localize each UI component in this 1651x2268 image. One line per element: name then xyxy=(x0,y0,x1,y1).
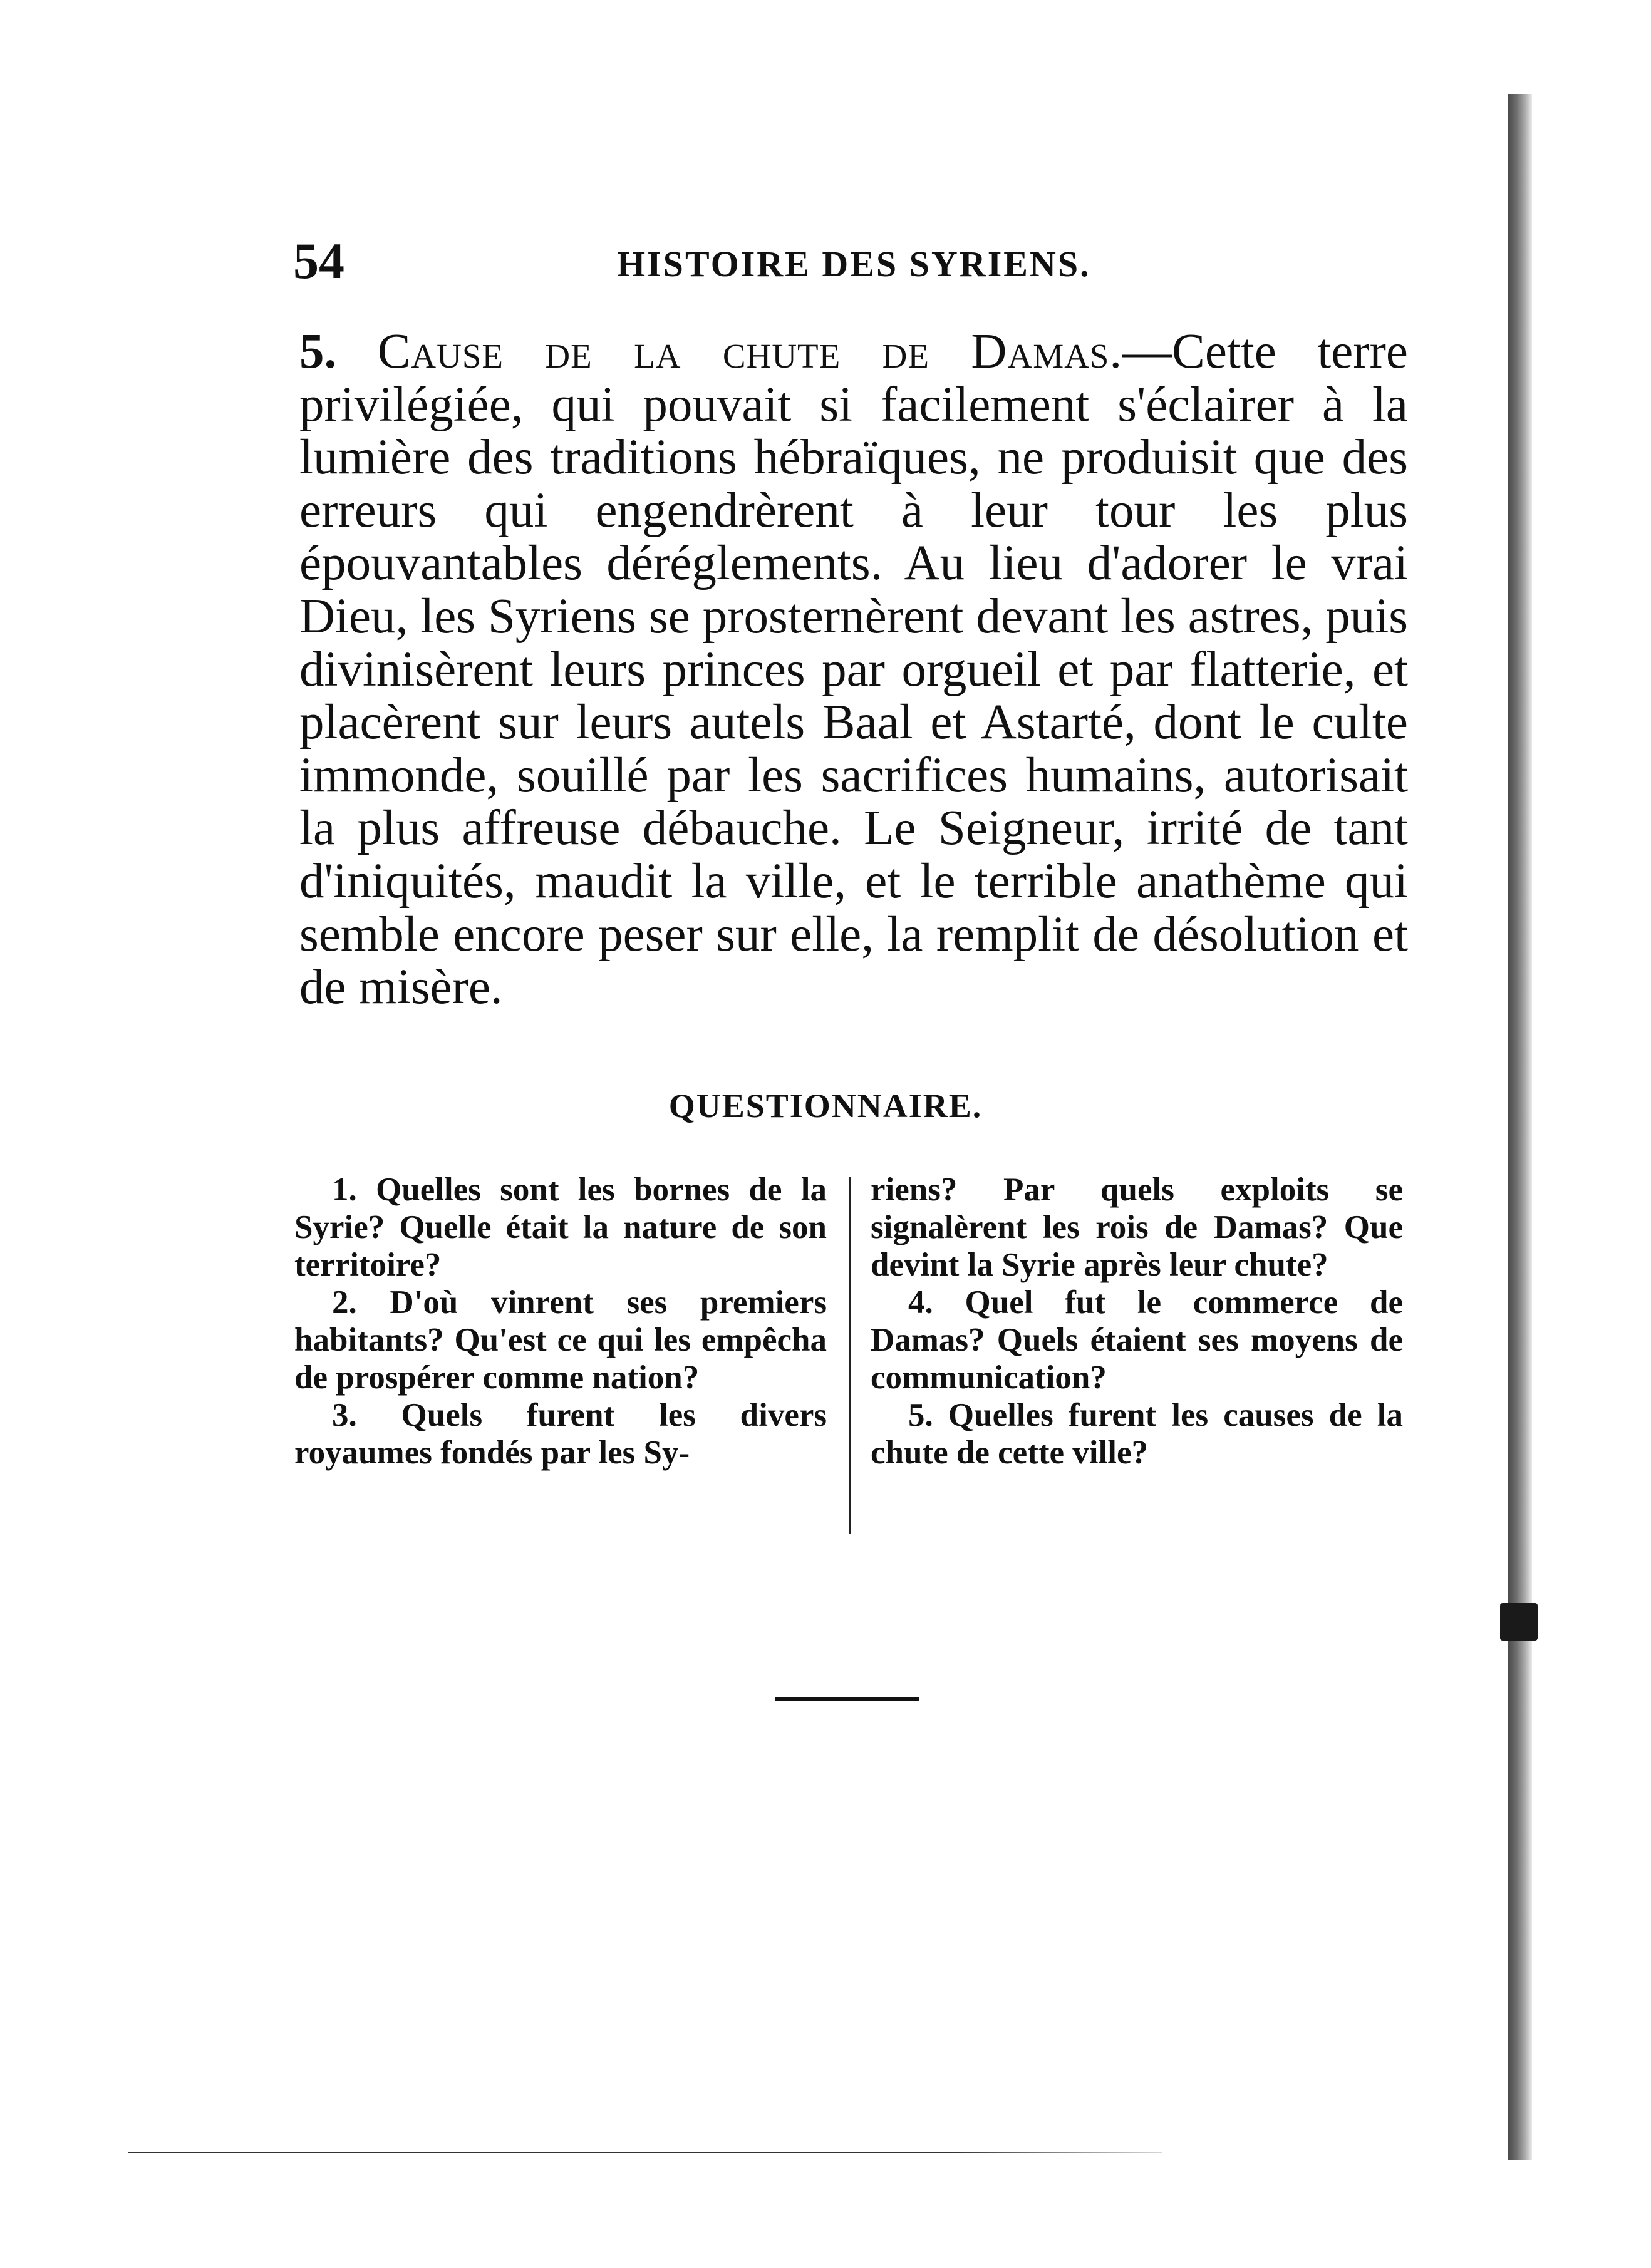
section-number: 5. xyxy=(299,324,337,379)
questionnaire-right-column xyxy=(871,1171,1403,1472)
section-body: Cette terre privilégiée, qui pouvait si facilement s'éclairer à la lumière des traditions hébraïques, ne produisit que des erreurs qui engendrèrent à leur tour les plus épouvantables déréglements. Au lieu d'adorer le vrai Dieu, les Syriens se prosternèrent devant les astres, puis divinisèrent leurs princes par orgueil et par flatterie, et placèrent sur leurs autels Baal et Astarté, dont le culte immonde, souillé par les sacrifices humains, autorisait la plus affreuse débauche. Le Seigneur, irrité de tant d'iniquités, maudit la ville, et le terrible anathème qui semble encore peser sur elle, la remplit de désolution et de misère. xyxy=(299,324,1408,1015)
question-5: 5. Quelles furent les causes de la chute de cette ville? xyxy=(871,1397,1403,1471)
end-rule xyxy=(775,1697,919,1701)
section-dash: — xyxy=(1122,324,1172,379)
questionnaire-heading: QUESTIONNAIRE. xyxy=(668,1087,983,1125)
question-2: 2. D'où vinrent ses premiers habitants? Qu'est ce qui les empêcha de prospérer comme nation? xyxy=(294,1284,827,1396)
book-spine-shadow xyxy=(1508,94,1532,2160)
questionnaire-left-column xyxy=(294,1171,827,1472)
question-3-start: 3. Quels furent les divers royaumes fondés par les Sy- xyxy=(294,1397,827,1471)
running-title: HISTOIRE DES SYRIENS. xyxy=(617,244,1091,284)
question-4: 4. Quel fut le commerce de Damas? Quels étaient ses moyens de communication? xyxy=(871,1284,1403,1396)
question-1: 1. Quelles sont les bornes de la Syrie? Quelle était la nature de son territoire? xyxy=(294,1172,827,1283)
bottom-rule xyxy=(128,2152,1162,2153)
page-header xyxy=(0,232,1651,301)
section-title: Cause de la chute de Damas. xyxy=(377,324,1123,379)
page-number: 54 xyxy=(293,232,344,289)
question-3-end: riens? Par quels exploits se signalèrent les rois de Damas? Que devint la Syrie après leur chute? xyxy=(871,1172,1403,1283)
column-divider xyxy=(849,1177,851,1534)
section-5-paragraph xyxy=(299,326,1408,1014)
questionnaire-columns xyxy=(294,1171,1409,1534)
binding-mark xyxy=(1500,1603,1538,1641)
